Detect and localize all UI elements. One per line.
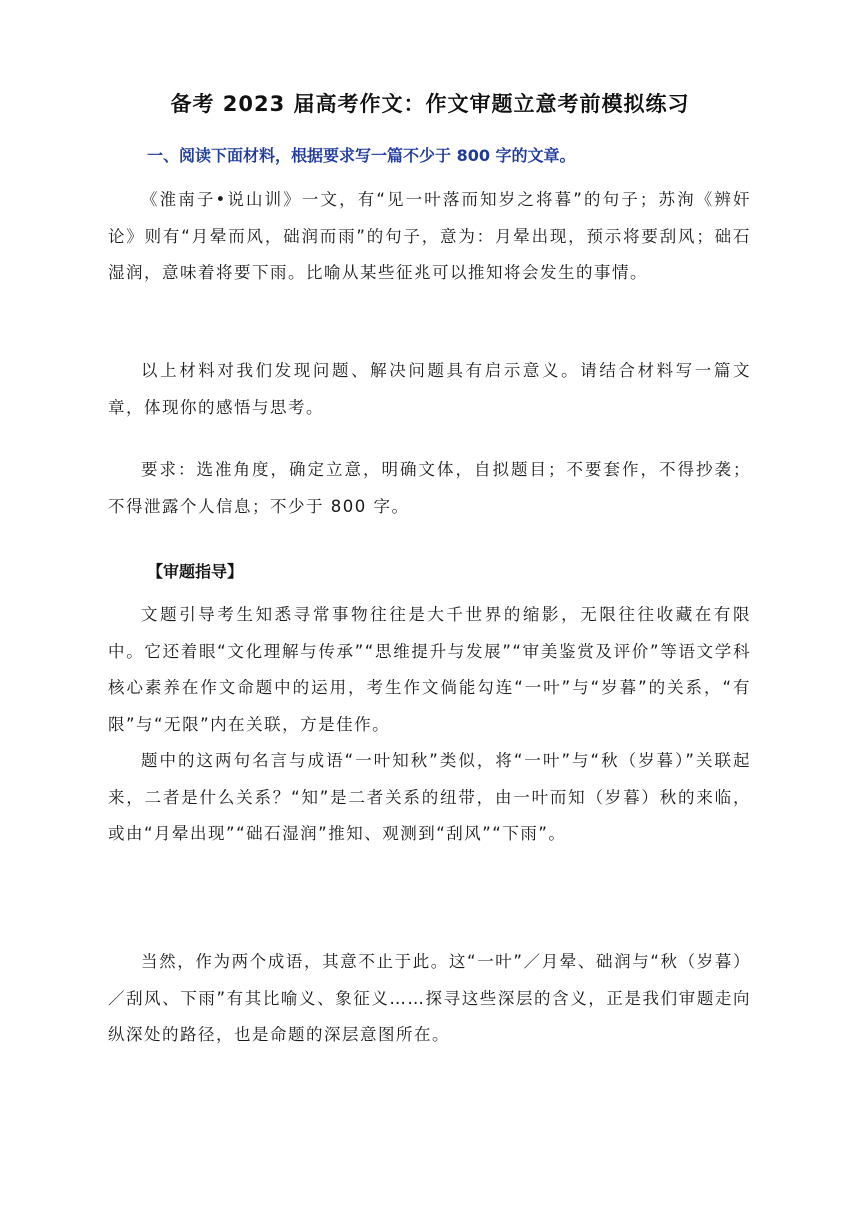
guide-paragraph-1: 文题引导考生知悉寻常事物往往是大千世界的缩影，无限往往收藏在有限中。它还着眼“文化理解与传承”“思维提升与发展”“审美鉴赏及评价”等语文学科核心素养在作文命题中的运用，考生作文倘能勾连“一叶”与“岁暮”的关系，“有限”与“无限”内在关联，方是佳作。 bbox=[108, 605, 751, 734]
material-paragraph-2: 以上材料对我们发现问题、解决问题具有启示意义。请结合材料写一篇文章，体现你的感悟与思考。 bbox=[108, 361, 751, 417]
document-title: 备考 2023 届高考作文：作文审题立意考前模拟练习 bbox=[170, 92, 690, 116]
requirements-paragraph: 要求：选准角度，确定立意，明确文体，自拟题目；不要套作，不得抄袭；不得泄露个人信息；不少于 800 字。 bbox=[108, 460, 751, 516]
guide-heading: 【审题指导】 bbox=[147, 562, 244, 581]
guide-paragraph-3: 当然，作为两个成语，其意不止于此。这“一叶”／月晕、础润与“秋（岁暮）／刮风、下雨”有其比喻义、象征义……探寻这些深层的含义，正是我们审题走向纵深处的路径，也是命题的深层意图所在。 bbox=[108, 952, 751, 1044]
guide-paragraph-2: 题中的这两句名言与成语“一叶知秋”类似，将“一叶”与“秋（岁暮）”关联起来，二者是什么关系？“知”是二者关系的纽带，由一叶而知（岁暮）秋的来临，或由“月晕出现”“础石湿润”推知、观测到“刮风”“下雨”。 bbox=[108, 751, 751, 843]
material-paragraph-1: 《淮南子•说山训》一文，有“见一叶落而知岁之将暮”的句子；苏洵《辨奸论》则有“月晕而风，础润而雨”的句子，意为：月晕出现，预示将要刮风；础石湿润，意味着将要下雨。比喻从某些征兆可以推知将会发生的事情。 bbox=[108, 190, 751, 282]
section-heading: 一、阅读下面材料，根据要求写一篇不少于 800 字的文章。 bbox=[147, 146, 576, 165]
